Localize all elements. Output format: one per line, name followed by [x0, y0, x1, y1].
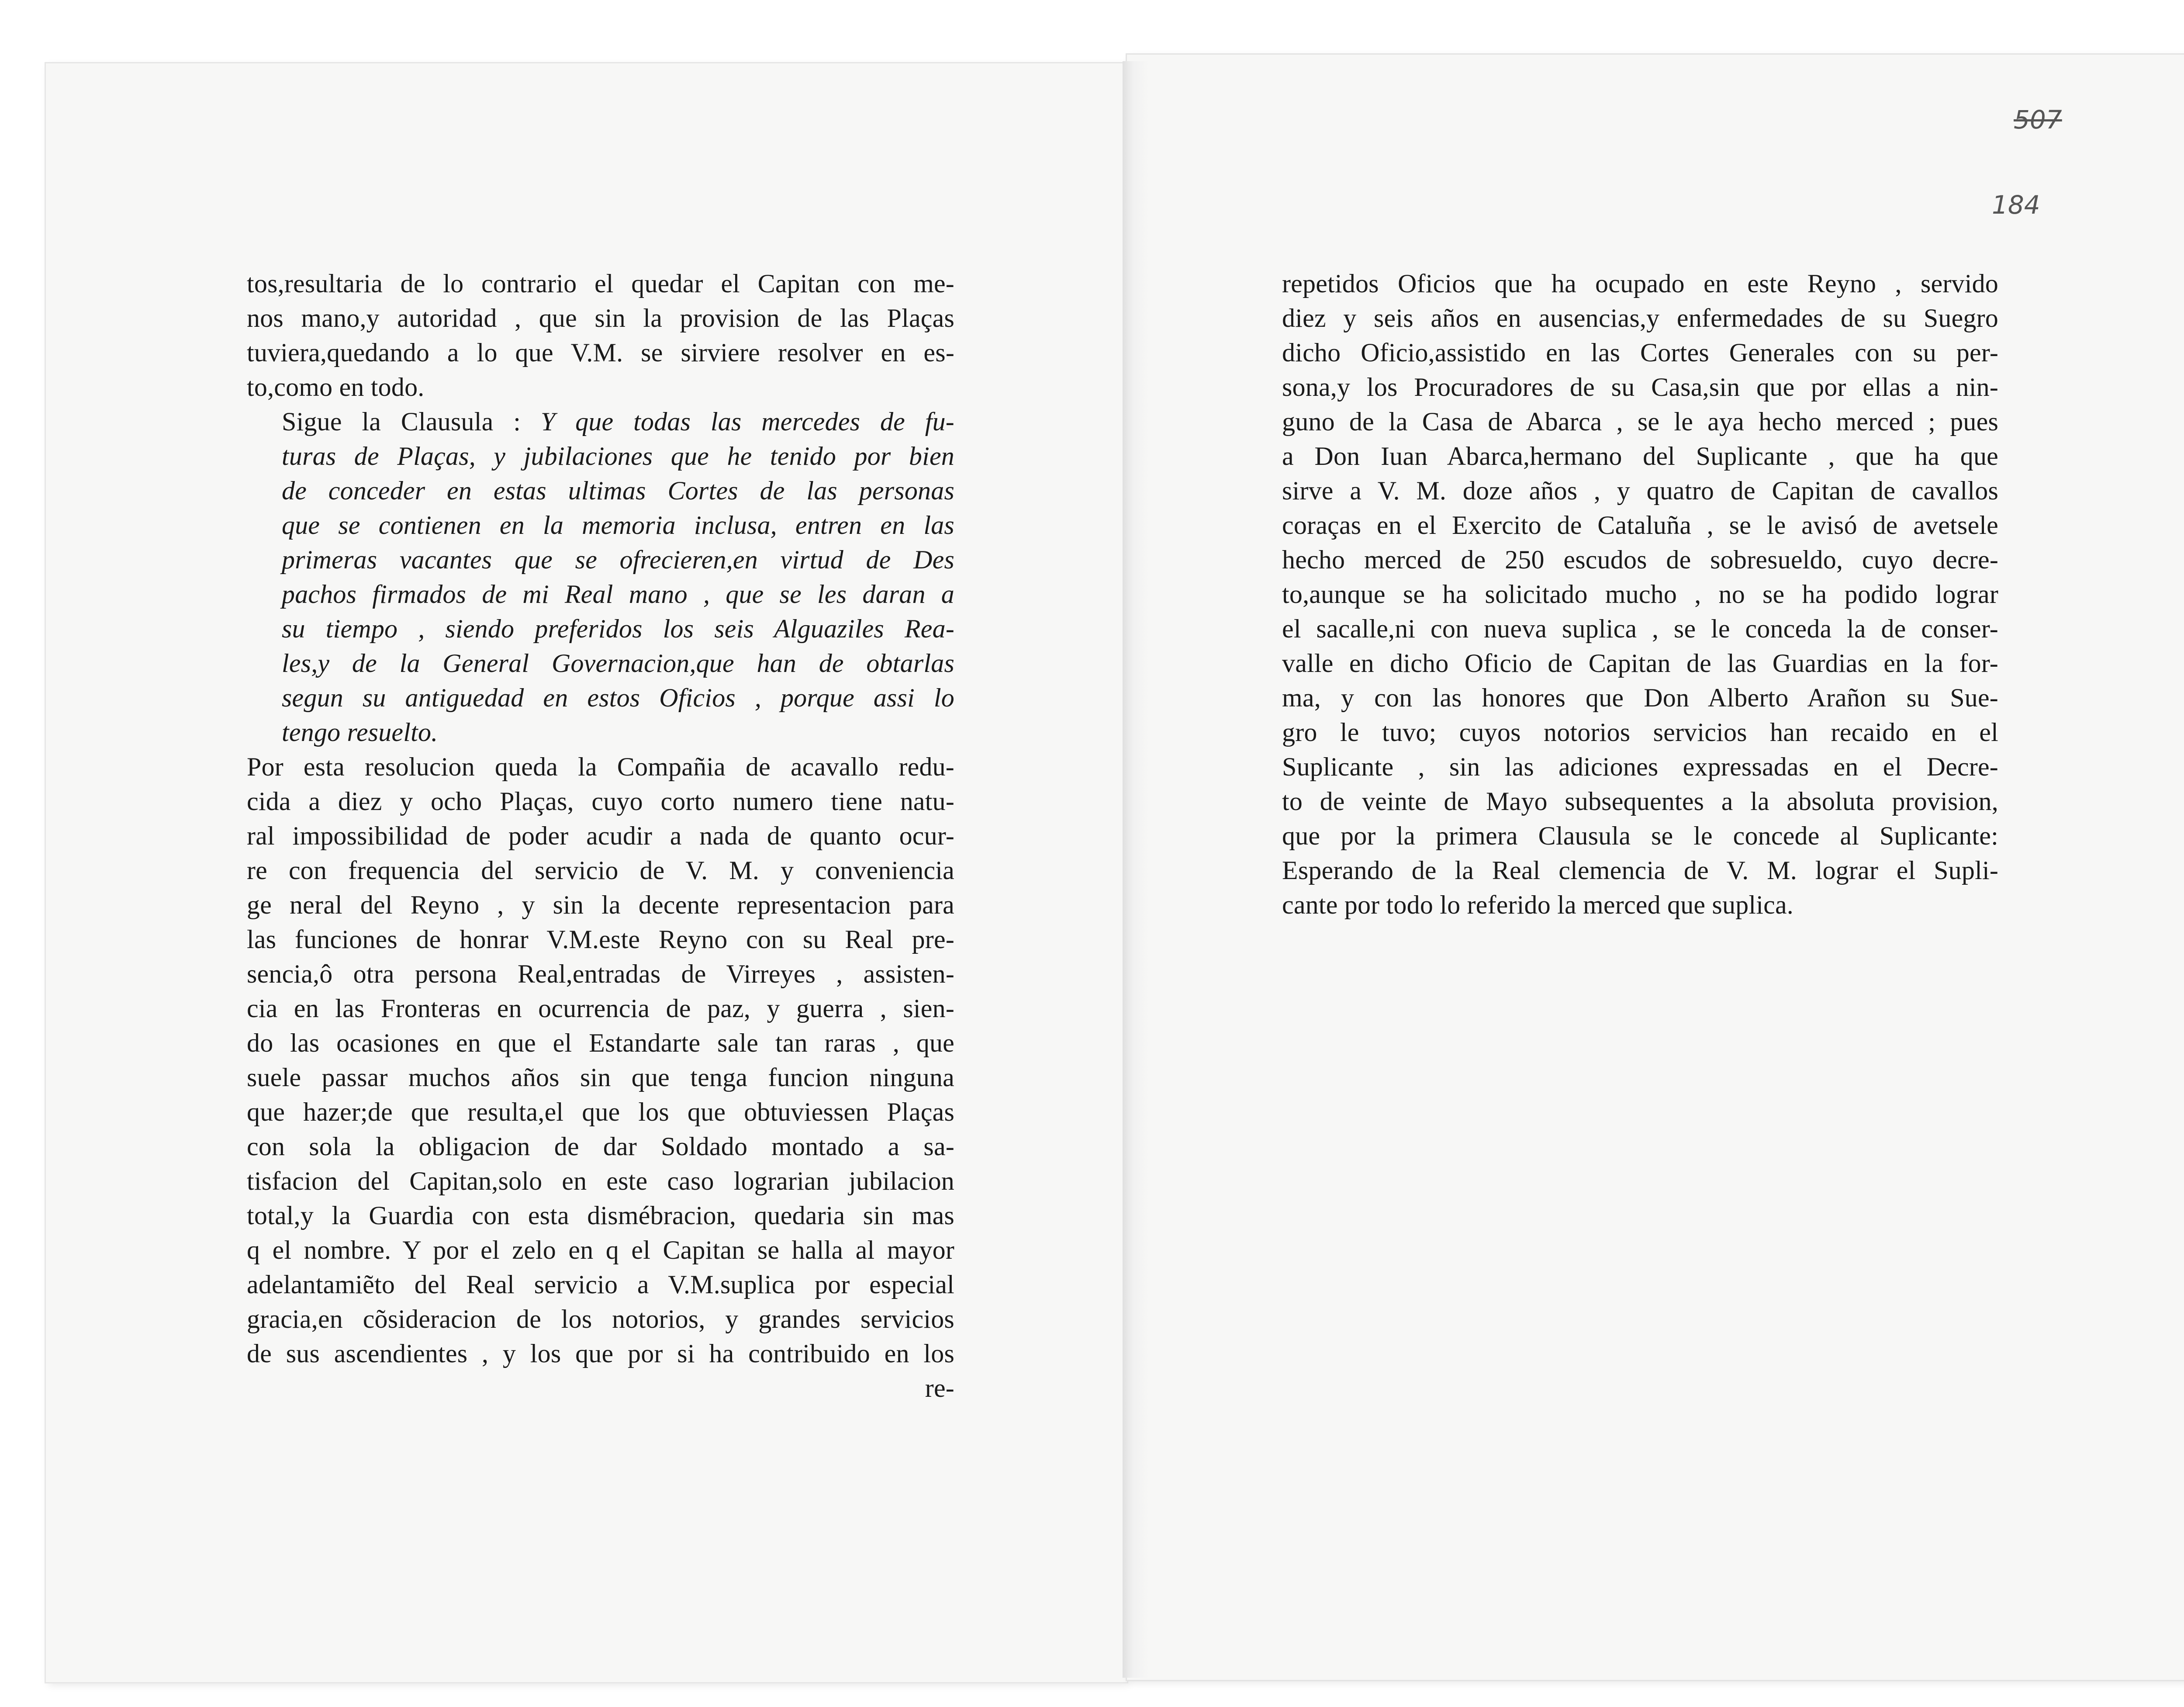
text-line: Por esta resolucion queda la Compañia de acavallo redu- — [247, 752, 954, 781]
text-line: sirve a V. M. doze años , y quatro de Capitan de cavallos — [1282, 476, 1998, 505]
clause-line — [247, 405, 954, 439]
text-line: total,y la Guardia con esta dismébracion, quedaria sin mas — [247, 1201, 954, 1230]
text-line: repetidos Oficios que ha ocupado en este Reyno , servido — [1282, 269, 1998, 298]
text-line: tisfacion del Capitan,solo en este caso lograrian jubilacion — [247, 1167, 954, 1195]
text-line: a Don Iuan Abarca,hermano del Suplicante , que ha que — [1282, 442, 1998, 471]
text-line: suele passar muchos años sin que tenga funcion ninguna — [247, 1063, 954, 1092]
clause-line: de conceder en estas ultimas Cortes de las personas — [282, 476, 954, 505]
text-line: gro le tuvo; cuyos notorios servicios han recaido en el — [1282, 718, 1998, 747]
text-line: cia en las Fronteras en ocurrencia de paz, y guerra , sien- — [247, 994, 954, 1023]
text-line: to de veinte de Mayo subsequentes a la absoluta provision, — [1282, 787, 1998, 816]
text-line: las funciones de honrar V.M.este Reyno con su Real pre- — [247, 925, 954, 954]
text-line: re con frequencia del servicio de V. M. y conveniencia — [247, 856, 954, 885]
clause-line: pachos firmados de mi Real mano , que se les daran a — [282, 580, 954, 609]
text-line: tos,resultaria de lo contrario el quedar el Capitan con me- — [247, 269, 954, 298]
clause-line: segun su antiguedad en estos Oficios , porque assi lo — [282, 683, 954, 712]
clause-line: primeras vacantes que se ofrecieren,en virtud de Des — [282, 545, 954, 574]
text-line: que hazer;de que resulta,el que los que obtuviessen Plaças — [247, 1098, 954, 1126]
text-line: adelantamiẽto del Real servicio a V.M.suplica por especial — [247, 1270, 954, 1299]
text-line: ma, y con las honores que Don Alberto Arañon su Sue- — [1282, 683, 1998, 712]
left-page-text — [247, 267, 954, 1406]
catchword: re- — [925, 1374, 954, 1402]
text-line: guno de la Casa de Abarca , se le aya hecho merced ; pues — [1282, 407, 1998, 436]
clause-line: tengo resuelto. — [282, 718, 438, 747]
text-line: de sus ascendientes , y los que por si ha contribuido en los — [247, 1339, 954, 1368]
text-line: sencia,ô otra persona Real,entradas de Virreyes , assisten- — [247, 959, 954, 988]
text-line: ge neral del Reyno , y sin la decente representacion para — [247, 890, 954, 919]
folio-number-annotation: 184 — [1992, 190, 2040, 220]
clause-line: turas de Plaças, y jubilaciones que he tenido por bien — [282, 442, 954, 471]
clause-line: que se contienen en la memoria inclusa, entren en las — [282, 511, 954, 540]
right-page-text — [1282, 267, 1998, 922]
clause-italic-start: Y que todas las mercedes de fu- — [540, 407, 954, 436]
text-line: cida a diez y ocho Plaças, cuyo corto numero tiene natu- — [247, 787, 954, 816]
text-line: que por la primera Clausula se le concede al Suplicante: — [1282, 821, 1998, 850]
text-line: Suplicante , sin las adiciones expressadas en el Decre- — [1282, 752, 1998, 781]
text-line: to,como en todo. — [247, 373, 425, 402]
clause-line: les,y de la General Governacion,que han de obtarlas — [282, 649, 954, 678]
text-line: ral impossibilidad de poder acudir a nada de quanto ocur- — [247, 821, 954, 850]
text-line: diez y seis años en ausencias,y enfermedades de su Suegro — [1282, 304, 1998, 332]
text-line: gracia,en cõsideracion de los notorios, y grandes servicios — [247, 1305, 954, 1333]
text-line: to,aunque se ha solicitado mucho , no se ha podido lograr — [1282, 580, 1998, 609]
text-line: dicho Oficio,assistido en las Cortes Generales con su per- — [1282, 338, 1998, 367]
text-line: cante por todo lo referido la merced que suplica. — [1282, 890, 1794, 919]
folio-mark-annotation: 507 — [2014, 105, 2062, 135]
text-line: valle en dicho Oficio de Capitan de las Guardias en la for- — [1282, 649, 1998, 678]
text-line: con sola la obligacion de dar Soldado montado a sa- — [247, 1132, 954, 1161]
text-line: el sacalle,ni con nueva suplica , se le conceda la de conser- — [1282, 614, 1998, 643]
clause-line: su tiempo , siendo preferidos los seis Alguaziles Rea- — [282, 614, 954, 643]
text-line: coraças en el Exercito de Cataluña , se le avisó de avetsele — [1282, 511, 1998, 540]
text-line: nos mano,y autoridad , que sin la provision de las Plaças — [247, 304, 954, 332]
text-line: tuviera,quedando a lo que V.M. se sirviere resolver en es- — [247, 338, 954, 367]
text-line: sona,y los Procuradores de su Casa,sin que por ellas a nin- — [1282, 373, 1998, 402]
text-line: hecho merced de 250 escudos de sobresueldo, cuyo decre- — [1282, 545, 1998, 574]
text-line: Esperando de la Real clemencia de V. M. lograr el Supli- — [1282, 856, 1998, 885]
text-line: q el nombre. Y por el zelo en q el Capitan se halla al mayor — [247, 1236, 954, 1264]
clause-intro: Sigue la Clausula : — [282, 407, 541, 436]
text-line: do las ocasiones en que el Estandarte sale tan raras , que — [247, 1028, 954, 1057]
book-gutter — [1123, 61, 1149, 1678]
